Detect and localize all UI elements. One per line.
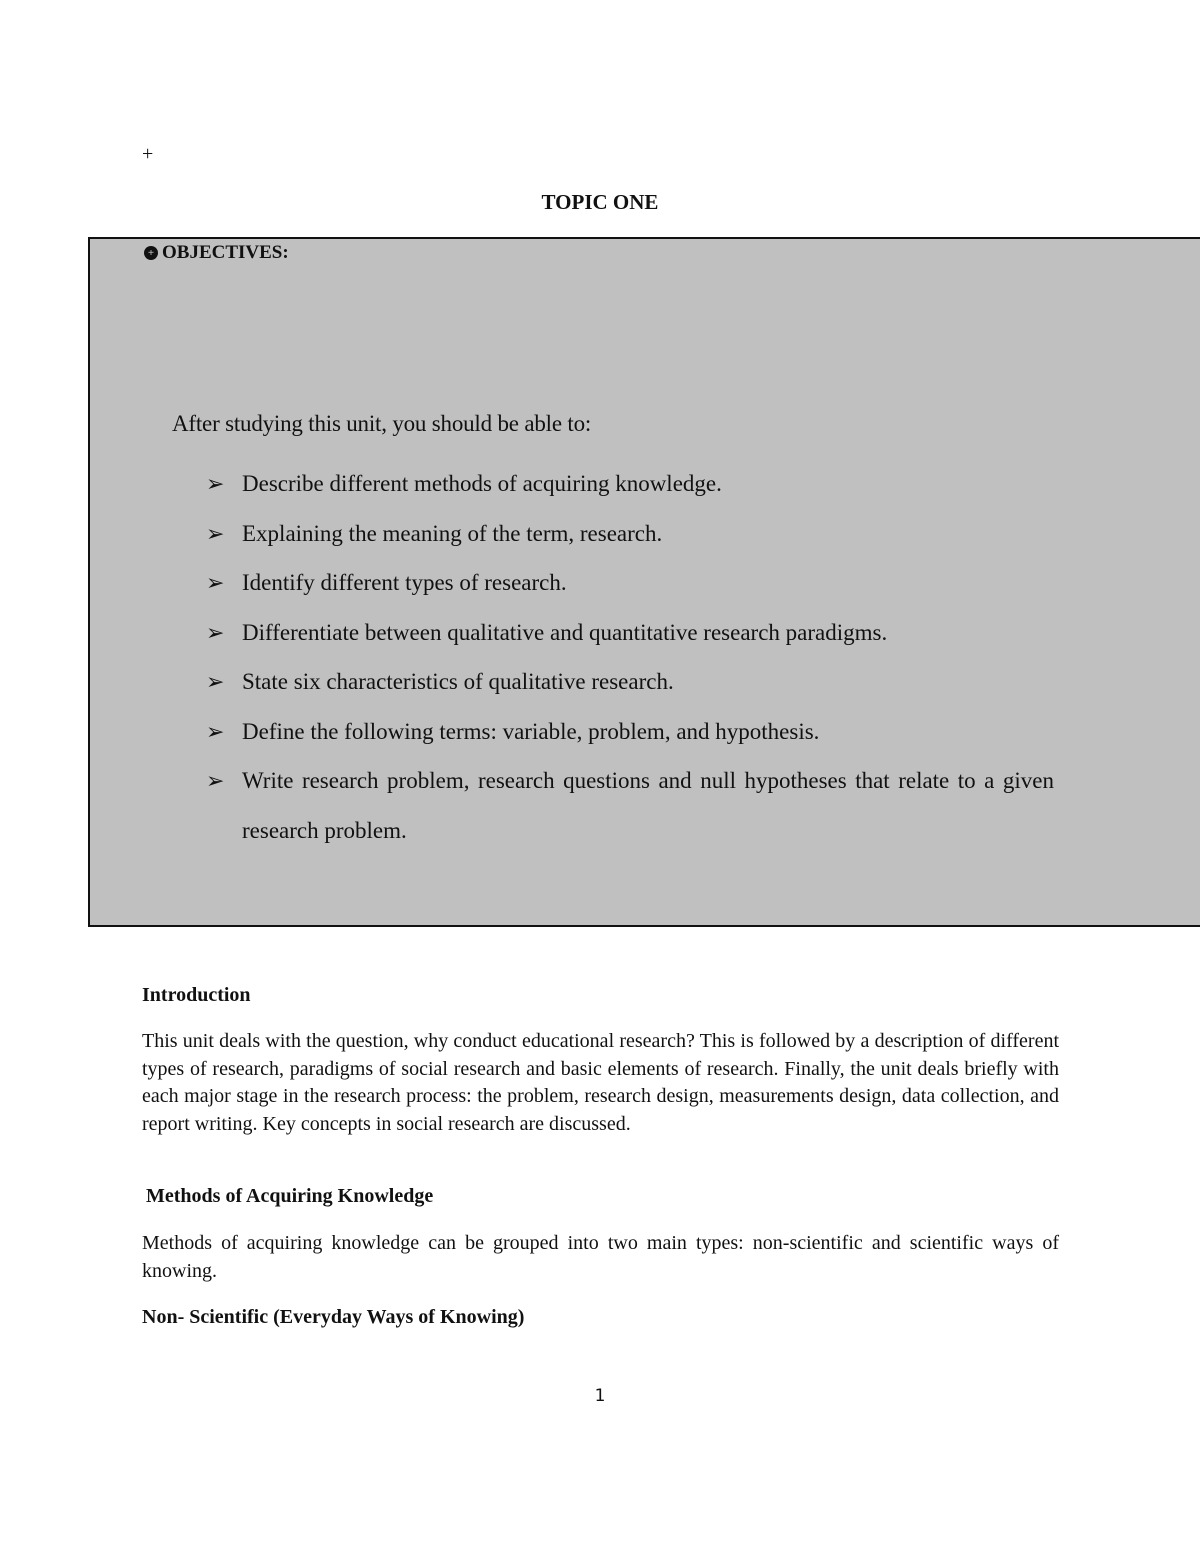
objective-item bbox=[206, 707, 1054, 757]
objectives-box bbox=[88, 237, 1200, 927]
plus-mark: + bbox=[142, 143, 154, 165]
objectives-heading bbox=[144, 242, 289, 264]
arrow-bullet-icon: ➢ bbox=[206, 570, 225, 595]
introduction-heading: Introduction bbox=[142, 984, 251, 1006]
objective-text: Describe different methods of acquiring knowledge. bbox=[242, 471, 722, 496]
circled-plus-icon: + bbox=[144, 246, 158, 260]
arrow-bullet-icon: ➢ bbox=[206, 669, 225, 694]
objective-item bbox=[206, 608, 1054, 658]
arrow-bullet-icon: ➢ bbox=[206, 718, 225, 744]
methods-paragraph: Methods of acquiring knowledge can be grouped into two main types: non-scientific and scientific ways of knowing. bbox=[142, 1232, 1059, 1282]
objectives-title: OBJECTIVES: bbox=[162, 242, 289, 263]
objective-text: Identify different types of research. bbox=[242, 570, 567, 595]
objective-item bbox=[206, 756, 1054, 855]
objective-text: Explaining the meaning of the term, research. bbox=[242, 520, 663, 546]
objective-item bbox=[206, 459, 1054, 509]
arrow-bullet-icon: ➢ bbox=[206, 619, 225, 645]
arrow-bullet-icon: ➢ bbox=[206, 471, 225, 496]
objectives-lead: After studying this unit, you should be able to: bbox=[172, 411, 592, 436]
objective-text: State six characteristics of qualitative research. bbox=[242, 669, 674, 694]
topic-title: TOPIC ONE bbox=[541, 190, 659, 214]
objective-text: Differentiate between qualitative and quantitative research paradigms. bbox=[242, 619, 888, 645]
arrow-bullet-icon: ➢ bbox=[206, 520, 225, 546]
objective-item bbox=[206, 657, 1054, 707]
objective-item bbox=[206, 558, 1054, 608]
objective-item bbox=[206, 509, 1054, 559]
arrow-bullet-icon: ➢ bbox=[206, 768, 225, 793]
introduction-paragraph: This unit deals with the question, why conduct educational research? This is followed by a description of different types of research, paradigms of social research and basic elements of research. Finally, the unit deals briefly with each major stage in the research process: the problem, research design, measurements design, data collection, and report writing. Key concepts in social research are discussed. bbox=[142, 1030, 1059, 1135]
objective-text: Write research problem, research questions and null hypotheses that relate to a given research problem. bbox=[242, 768, 1054, 843]
page-number: 1 bbox=[594, 1386, 606, 1406]
objective-text: Define the following terms: variable, problem, and hypothesis. bbox=[242, 718, 820, 744]
methods-heading: Methods of Acquiring Knowledge bbox=[146, 1185, 434, 1207]
objectives-list bbox=[206, 459, 1054, 855]
non-scientific-heading: Non- Scientific (Everyday Ways of Knowing) bbox=[142, 1306, 525, 1328]
